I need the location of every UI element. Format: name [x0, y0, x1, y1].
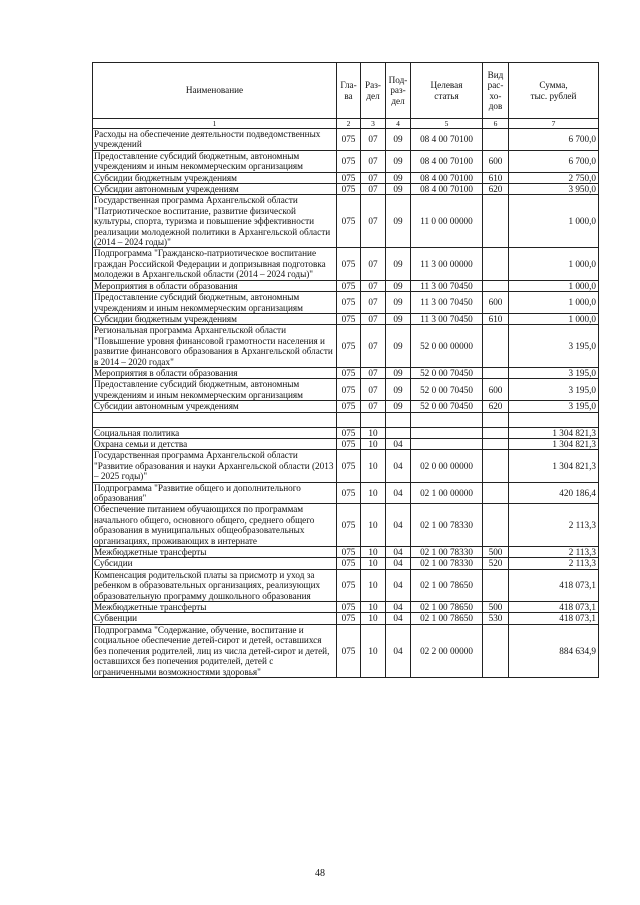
row-name: Подпрограмма "Развитие общего и дополнительного образования" — [93, 482, 337, 504]
table-row — [93, 379, 599, 401]
row-razdel: 07 — [361, 401, 386, 412]
row-razdel: 07 — [361, 184, 386, 195]
row-summa: 1 000,0 — [509, 292, 599, 314]
row-name: Обеспечение питанием обучающихся по программам начального общего, основного общего, среднего общего образования в муниципальных общеобразовательных организациях, проживающих в интернате — [93, 504, 337, 547]
row-vid-rashodov — [483, 450, 509, 482]
row-glava: 075 — [337, 367, 361, 378]
table-row — [93, 412, 599, 427]
row-celevaya-statya: 11 3 00 70450 — [411, 280, 483, 291]
row-glava: 075 — [337, 438, 361, 449]
row-summa: 1 304 821,3 — [509, 450, 599, 482]
row-podrazdel: 09 — [386, 248, 411, 280]
column-number-row — [93, 119, 599, 129]
row-podrazdel: 09 — [386, 129, 411, 151]
table-row — [93, 184, 599, 195]
table-row — [93, 482, 599, 504]
row-summa: 6 700,0 — [509, 129, 599, 151]
row-name: Межбюджетные трансферты — [93, 602, 337, 613]
row-podrazdel: 04 — [386, 624, 411, 677]
row-summa: 2 113,3 — [509, 504, 599, 547]
table-row — [93, 427, 599, 438]
row-razdel: 10 — [361, 450, 386, 482]
row-name: Подпрограмма "Содержание, обучение, воспитание и социальное обеспечение детей-сирот и детей, оставшихся без попечения родителей, лиц из числа детей-сирот и детей, оставшихся без попечения родителей, детей с ограниченными возможностями здоровья" — [93, 624, 337, 677]
table-row — [93, 129, 599, 151]
row-summa: 1 000,0 — [509, 280, 599, 291]
column-number: 1 — [93, 119, 337, 129]
row-vid-rashodov: 600 — [483, 150, 509, 172]
row-celevaya-statya: 11 3 00 00000 — [411, 248, 483, 280]
row-razdel — [361, 412, 386, 427]
row-summa: 1 304 821,3 — [509, 438, 599, 449]
row-celevaya-statya — [411, 412, 483, 427]
row-celevaya-statya: 11 3 00 70450 — [411, 292, 483, 314]
row-glava: 075 — [337, 558, 361, 569]
row-celevaya-statya: 11 3 00 70450 — [411, 313, 483, 324]
table-row — [93, 504, 599, 547]
table-row — [93, 325, 599, 368]
header-row — [93, 63, 599, 119]
row-name: Субсидии автономным учреждениям — [93, 401, 337, 412]
row-podrazdel: 09 — [386, 313, 411, 324]
row-vid-rashodov: 520 — [483, 558, 509, 569]
row-name: Подпрограмма "Гражданско-патриотическое воспитание граждан Российской Федерации и допризывная подготовка молодежи в Архангельской области (2014 – 2024 годы)" — [93, 248, 337, 280]
row-glava: 075 — [337, 482, 361, 504]
row-name: Компенсация родительской платы за присмотр и уход за ребенком в образовательных организациях, реализующих образовательную программу дошкольного образования — [93, 569, 337, 601]
header-summa: Сумма, тыс. рублей — [509, 63, 599, 119]
row-summa: 1 304 821,3 — [509, 427, 599, 438]
row-glava: 075 — [337, 184, 361, 195]
row-name: Субсидии — [93, 558, 337, 569]
row-celevaya-statya: 02 0 00 00000 — [411, 450, 483, 482]
row-vid-rashodov — [483, 412, 509, 427]
header-razdel: Раз- дел — [361, 63, 386, 119]
row-celevaya-statya: 52 0 00 70450 — [411, 379, 483, 401]
row-razdel: 10 — [361, 504, 386, 547]
row-vid-rashodov: 610 — [483, 172, 509, 183]
row-summa: 3 950,0 — [509, 184, 599, 195]
row-summa: 3 195,0 — [509, 379, 599, 401]
row-razdel: 07 — [361, 248, 386, 280]
table-row — [93, 450, 599, 482]
table-row — [93, 313, 599, 324]
table-row — [93, 624, 599, 677]
row-podrazdel: 04 — [386, 569, 411, 601]
row-celevaya-statya: 11 0 00 00000 — [411, 195, 483, 248]
row-celevaya-statya: 52 0 00 70450 — [411, 401, 483, 412]
row-celevaya-statya: 08 4 00 70100 — [411, 172, 483, 183]
row-razdel: 07 — [361, 379, 386, 401]
row-summa: 2 113,3 — [509, 547, 599, 558]
row-celevaya-statya — [411, 427, 483, 438]
row-razdel: 07 — [361, 195, 386, 248]
row-podrazdel: 04 — [386, 438, 411, 449]
row-celevaya-statya: 02 1 00 78650 — [411, 602, 483, 613]
row-name: Расходы на обеспечение деятельности подведомственных учреждений — [93, 129, 337, 151]
table-row — [93, 438, 599, 449]
column-number: 3 — [361, 119, 386, 129]
row-podrazdel: 04 — [386, 613, 411, 624]
table-row — [93, 401, 599, 412]
row-razdel: 10 — [361, 427, 386, 438]
row-summa: 884 634,9 — [509, 624, 599, 677]
table-row — [93, 602, 599, 613]
row-celevaya-statya: 02 1 00 78330 — [411, 504, 483, 547]
row-razdel: 10 — [361, 569, 386, 601]
row-vid-rashodov — [483, 624, 509, 677]
row-celevaya-statya: 02 2 00 00000 — [411, 624, 483, 677]
table-row — [93, 367, 599, 378]
row-glava: 075 — [337, 172, 361, 183]
row-summa: 1 000,0 — [509, 313, 599, 324]
row-glava: 075 — [337, 325, 361, 368]
header-celevaya-statya: Целевая статья — [411, 63, 483, 119]
row-name: Государственная программа Архангельской области "Развитие образования и науки Архангельской области (2013 – 2025 годы)" — [93, 450, 337, 482]
budget-table — [92, 62, 599, 678]
page-number: 48 — [315, 868, 325, 879]
row-glava — [337, 412, 361, 427]
row-celevaya-statya: 02 1 00 00000 — [411, 482, 483, 504]
row-vid-rashodov — [483, 438, 509, 449]
row-razdel: 07 — [361, 280, 386, 291]
row-celevaya-statya: 08 4 00 70100 — [411, 150, 483, 172]
row-podrazdel — [386, 427, 411, 438]
column-number: 4 — [386, 119, 411, 129]
row-podrazdel — [386, 412, 411, 427]
row-razdel: 07 — [361, 129, 386, 151]
row-vid-rashodov — [483, 504, 509, 547]
header-vid-rashodov: Вид рас- хо- дов — [483, 63, 509, 119]
row-vid-rashodov: 500 — [483, 547, 509, 558]
row-vid-rashodov: 610 — [483, 313, 509, 324]
row-celevaya-statya — [411, 438, 483, 449]
row-summa: 2 113,3 — [509, 558, 599, 569]
column-number: 2 — [337, 119, 361, 129]
row-celevaya-statya: 52 0 00 70450 — [411, 367, 483, 378]
row-name — [93, 412, 337, 427]
column-number: 6 — [483, 119, 509, 129]
row-summa: 418 073,1 — [509, 613, 599, 624]
row-summa: 418 073,1 — [509, 602, 599, 613]
row-podrazdel: 04 — [386, 450, 411, 482]
row-vid-rashodov — [483, 569, 509, 601]
row-summa: 1 000,0 — [509, 195, 599, 248]
table-row — [93, 558, 599, 569]
row-celevaya-statya: 08 4 00 70100 — [411, 184, 483, 195]
row-name: Государственная программа Архангельской области "Патриотическое воспитание, развитие физической культуры, спорта, туризма и повышение эффективности реализации молодежной политики в Архангельской области (2014 – 2024 годы)" — [93, 195, 337, 248]
header-name: Наименование — [93, 63, 337, 119]
row-podrazdel: 09 — [386, 184, 411, 195]
row-vid-rashodov — [483, 280, 509, 291]
row-vid-rashodov — [483, 482, 509, 504]
row-razdel: 10 — [361, 624, 386, 677]
row-podrazdel: 09 — [386, 280, 411, 291]
column-number: 7 — [509, 119, 599, 129]
table-row — [93, 150, 599, 172]
row-vid-rashodov — [483, 195, 509, 248]
row-razdel: 07 — [361, 172, 386, 183]
row-vid-rashodov: 620 — [483, 184, 509, 195]
row-razdel: 10 — [361, 602, 386, 613]
row-razdel: 07 — [361, 325, 386, 368]
row-summa: 2 750,0 — [509, 172, 599, 183]
row-celevaya-statya: 08 4 00 70100 — [411, 129, 483, 151]
row-name: Субсидии бюджетным учреждениям — [93, 313, 337, 324]
row-vid-rashodov — [483, 427, 509, 438]
row-name: Предоставление субсидий бюджетным, автономным учреждениям и иным некоммерческим организациям — [93, 292, 337, 314]
row-name: Охрана семьи и детства — [93, 438, 337, 449]
row-name: Субвенции — [93, 613, 337, 624]
row-podrazdel: 09 — [386, 172, 411, 183]
header-glava: Гла- ва — [337, 63, 361, 119]
row-vid-rashodov — [483, 129, 509, 151]
row-glava: 075 — [337, 129, 361, 151]
table-row — [93, 292, 599, 314]
row-celevaya-statya: 02 1 00 78330 — [411, 558, 483, 569]
row-glava: 075 — [337, 379, 361, 401]
row-summa: 418 073,1 — [509, 569, 599, 601]
row-summa — [509, 412, 599, 427]
row-razdel: 10 — [361, 613, 386, 624]
row-razdel: 10 — [361, 482, 386, 504]
row-glava: 075 — [337, 569, 361, 601]
row-name: Предоставление субсидий бюджетным, автономным учреждениям и иным некоммерческим организациям — [93, 150, 337, 172]
row-podrazdel: 04 — [386, 547, 411, 558]
row-podrazdel: 04 — [386, 602, 411, 613]
row-podrazdel: 04 — [386, 482, 411, 504]
row-glava: 075 — [337, 248, 361, 280]
row-podrazdel: 04 — [386, 558, 411, 569]
column-number: 5 — [411, 119, 483, 129]
row-podrazdel: 09 — [386, 325, 411, 368]
row-glava: 075 — [337, 195, 361, 248]
row-razdel: 07 — [361, 313, 386, 324]
row-podrazdel: 09 — [386, 150, 411, 172]
row-podrazdel: 09 — [386, 379, 411, 401]
row-name: Субсидии автономным учреждениям — [93, 184, 337, 195]
table-row — [93, 547, 599, 558]
row-glava: 075 — [337, 547, 361, 558]
row-glava: 075 — [337, 280, 361, 291]
row-razdel: 10 — [361, 438, 386, 449]
row-vid-rashodov — [483, 367, 509, 378]
row-name: Межбюджетные трансферты — [93, 547, 337, 558]
row-podrazdel: 09 — [386, 292, 411, 314]
row-razdel: 07 — [361, 292, 386, 314]
row-celevaya-statya: 02 1 00 78650 — [411, 569, 483, 601]
row-name: Региональная программа Архангельской области "Повышение уровня финансовой грамотности населения и развитие финансового образования в Архангельской области в 2014 – 2020 годах" — [93, 325, 337, 368]
table-row — [93, 613, 599, 624]
row-glava: 075 — [337, 504, 361, 547]
row-glava: 075 — [337, 613, 361, 624]
row-celevaya-statya: 52 0 00 00000 — [411, 325, 483, 368]
row-name: Мероприятия в области образования — [93, 367, 337, 378]
row-vid-rashodov — [483, 325, 509, 368]
table-row — [93, 195, 599, 248]
row-glava: 075 — [337, 427, 361, 438]
row-glava: 075 — [337, 602, 361, 613]
row-celevaya-statya: 02 1 00 78330 — [411, 547, 483, 558]
row-name: Предоставление субсидий бюджетным, автономным учреждениям и иным некоммерческим организациям — [93, 379, 337, 401]
row-summa: 6 700,0 — [509, 150, 599, 172]
row-glava: 075 — [337, 624, 361, 677]
row-glava: 075 — [337, 150, 361, 172]
row-summa: 3 195,0 — [509, 325, 599, 368]
table-row — [93, 172, 599, 183]
row-razdel: 07 — [361, 150, 386, 172]
row-glava: 075 — [337, 313, 361, 324]
row-glava: 075 — [337, 401, 361, 412]
row-summa: 420 186,4 — [509, 482, 599, 504]
row-glava: 075 — [337, 292, 361, 314]
row-summa: 3 195,0 — [509, 367, 599, 378]
row-name: Мероприятия в области образования — [93, 280, 337, 291]
row-vid-rashodov: 600 — [483, 379, 509, 401]
row-podrazdel: 04 — [386, 504, 411, 547]
row-vid-rashodov: 600 — [483, 292, 509, 314]
row-razdel: 07 — [361, 367, 386, 378]
row-name: Социальная политика — [93, 427, 337, 438]
table-row — [93, 248, 599, 280]
table-row — [93, 569, 599, 601]
row-vid-rashodov: 500 — [483, 602, 509, 613]
row-podrazdel: 09 — [386, 367, 411, 378]
header-podrazdel: Под- раз- дел — [386, 63, 411, 119]
row-name: Субсидии бюджетным учреждениям — [93, 172, 337, 183]
row-summa: 3 195,0 — [509, 401, 599, 412]
row-celevaya-statya: 02 1 00 78650 — [411, 613, 483, 624]
row-vid-rashodov — [483, 248, 509, 280]
row-razdel: 10 — [361, 558, 386, 569]
row-vid-rashodov: 620 — [483, 401, 509, 412]
row-vid-rashodov: 530 — [483, 613, 509, 624]
row-glava: 075 — [337, 450, 361, 482]
row-razdel: 10 — [361, 547, 386, 558]
table-row — [93, 280, 599, 291]
row-podrazdel: 09 — [386, 401, 411, 412]
row-podrazdel: 09 — [386, 195, 411, 248]
row-summa: 1 000,0 — [509, 248, 599, 280]
